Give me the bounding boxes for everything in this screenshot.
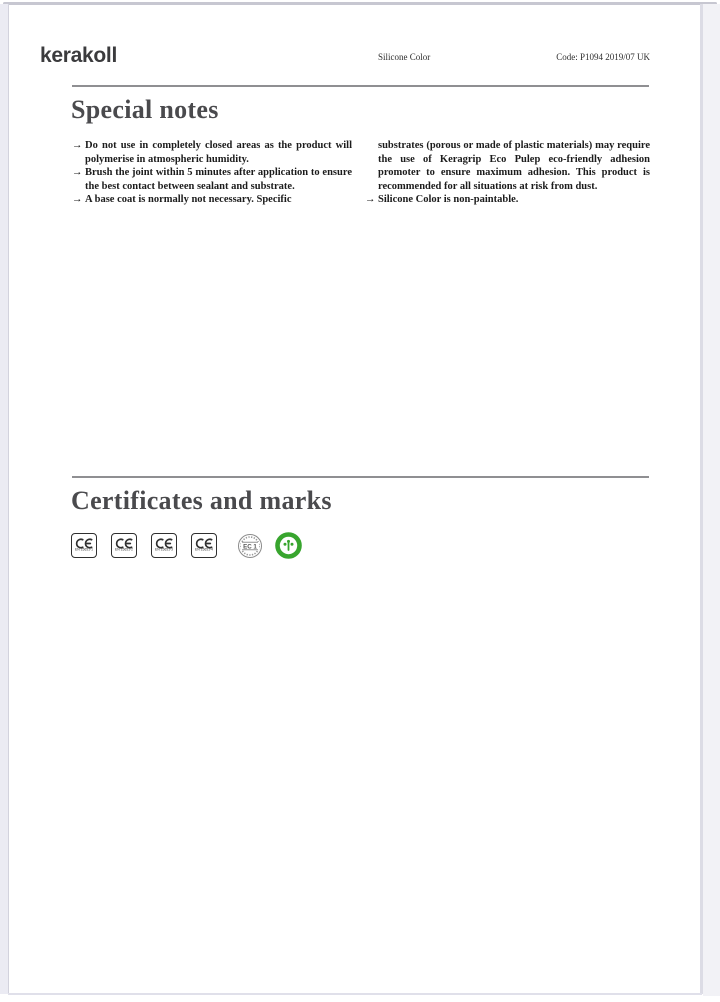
ce-glyph <box>195 538 213 549</box>
ce-standard-label: EN 15651-2 <box>115 547 133 552</box>
header-document-code: Code: P1094 2019/07 UK <box>556 52 650 62</box>
page-edge-right-band <box>703 4 720 996</box>
page-edge-left <box>0 4 9 994</box>
ce-mark-icon <box>151 533 177 558</box>
ce-mark-icon <box>191 533 217 558</box>
ce-standard-label: EN 15651-3 <box>155 547 173 552</box>
note-item <box>72 166 352 193</box>
section-divider <box>72 85 649 87</box>
note-text: Brush the joint within 5 minutes after application to ensure the best contact between sealant and substrate. <box>85 167 352 192</box>
note-text: Do not use in completely closed areas as the product will polymerise in atmospheric humidity. <box>85 140 352 165</box>
note-text: A base coat is normally not necessary. Specific <box>85 194 292 205</box>
ce-mark-icon <box>71 533 97 558</box>
notes-column-right <box>365 139 650 207</box>
arrow-bullet-icon: → <box>72 167 83 178</box>
certificates-title: Certificates and marks <box>71 486 332 515</box>
green-certification-icon <box>275 532 302 559</box>
ec1-text: EC 1 <box>243 542 257 550</box>
note-text: Silicone Color is non-paintable. <box>378 194 519 205</box>
ce-mark-icon <box>111 533 137 558</box>
special-notes-columns <box>72 139 650 207</box>
kerakoll-logo: kerakoll <box>40 44 117 67</box>
page-edge-top <box>3 2 717 5</box>
section-divider <box>72 476 649 478</box>
arrow-bullet-icon: → <box>365 194 376 205</box>
page-edge-bottom <box>8 993 702 995</box>
note-continuation-text: substrates (porous or made of plastic materials) may require the use of Keragrip Eco Pulep eco-friendly adhesion promoter to ensure maximum adhesion. This product is recommended for all situations at risk from dust. <box>378 140 650 192</box>
ce-glyph <box>115 538 133 549</box>
ce-standard-label: EN 15651-1 <box>75 547 93 552</box>
note-item <box>72 193 352 207</box>
ce-glyph <box>155 538 173 549</box>
ce-standard-label: EN 15651-4 <box>195 547 213 552</box>
arrow-bullet-icon: → <box>72 194 83 205</box>
certificate-marks-row <box>71 532 302 559</box>
arrow-bullet-icon: → <box>72 140 83 151</box>
notes-column-left <box>72 139 352 207</box>
note-item <box>72 139 352 166</box>
emicode-ec1-seal-icon <box>237 533 263 559</box>
note-item <box>365 193 650 207</box>
header-product-name: Silicone Color <box>378 52 431 62</box>
special-notes-title: Special notes <box>71 95 219 124</box>
ce-glyph <box>75 538 93 549</box>
